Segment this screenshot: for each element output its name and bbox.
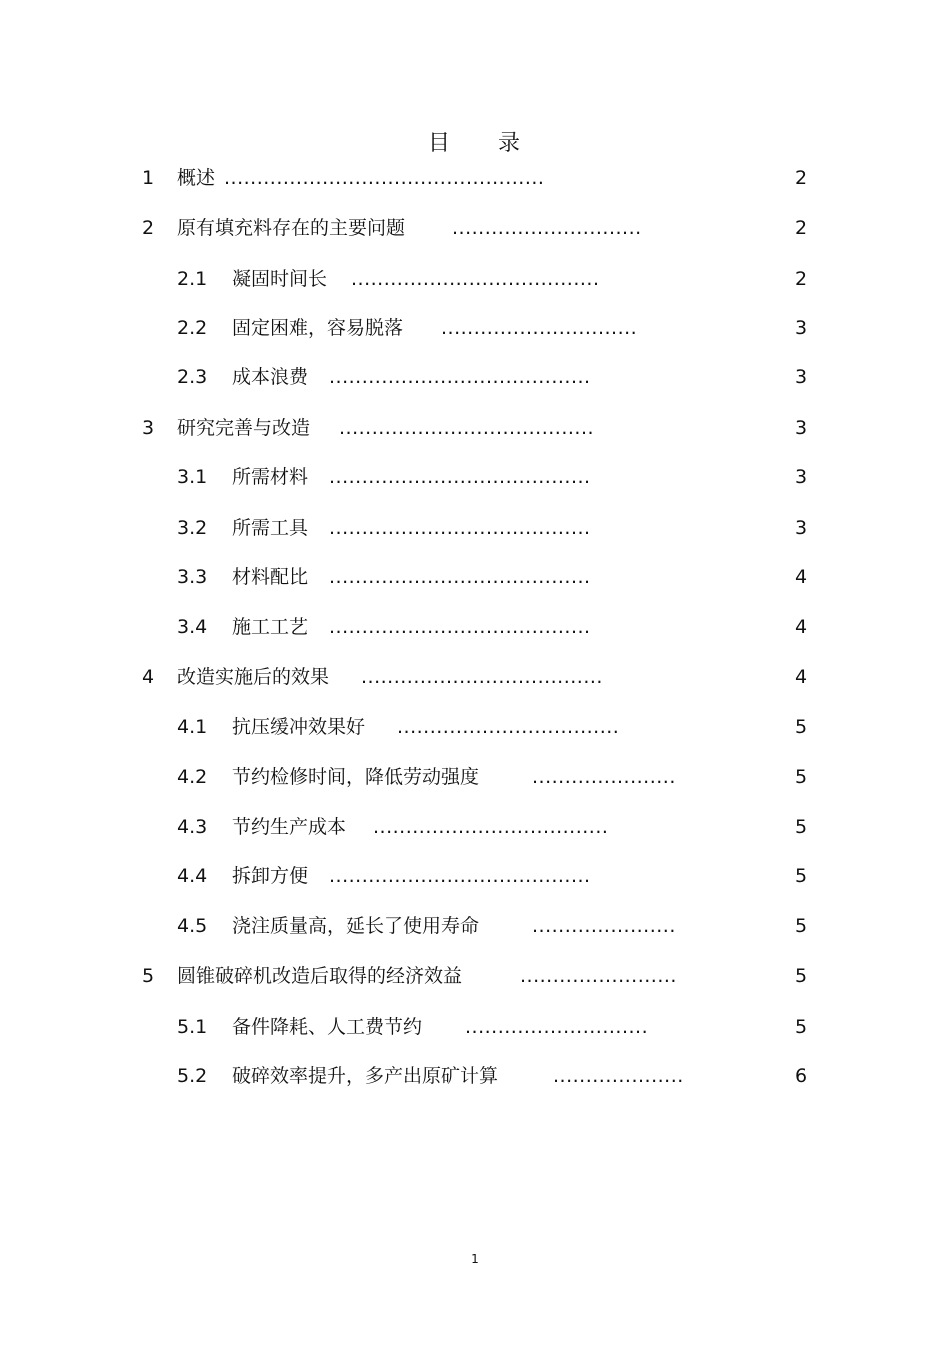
toc-entry-leader-dots: ...................... — [532, 766, 676, 788]
toc-entry-title: 圆锥破碎机改造后取得的经济效益 — [177, 965, 463, 987]
toc-entry-title: 节约生产成本 — [232, 816, 347, 838]
toc-entry-title: 研究完善与改造 — [177, 417, 311, 439]
toc-entry-page: 2 — [795, 167, 808, 189]
toc-entry-title: 施工工艺 — [232, 616, 309, 638]
toc-entry-number: 2.3 — [177, 366, 208, 388]
toc-title-right: 录 — [498, 131, 523, 156]
toc-entry-leader-dots: .................................. — [397, 716, 620, 738]
toc-entry[interactable] — [0, 861, 950, 891]
toc-entry[interactable] — [0, 961, 950, 991]
toc-title — [0, 126, 950, 157]
toc-entry[interactable] — [0, 662, 950, 692]
toc-entry-leader-dots: ........................................ — [329, 865, 591, 887]
toc-entry-title: 材料配比 — [232, 566, 309, 588]
toc-entry-title: 所需材料 — [232, 466, 309, 488]
toc-entry-number: 4.4 — [177, 865, 208, 887]
toc-entry-page: 6 — [795, 1065, 808, 1087]
toc-entry-leader-dots: ........................................ — [329, 616, 591, 638]
toc-entry-number: 4.1 — [177, 716, 208, 738]
toc-entry-leader-dots: .................... — [553, 1065, 684, 1087]
toc-entry-page: 5 — [795, 766, 808, 788]
toc-entry-number: 3.1 — [177, 466, 208, 488]
toc-entry-number: 3.4 — [177, 616, 208, 638]
toc-entry-title: 拆卸方便 — [232, 865, 309, 887]
toc-entry-leader-dots: ........................ — [520, 965, 677, 987]
toc-entry-leader-dots: ........................................ — [329, 366, 591, 388]
toc-entry-leader-dots: ....................................... — [339, 417, 595, 439]
toc-entry[interactable] — [0, 213, 950, 243]
toc-entry[interactable] — [0, 264, 950, 294]
toc-entry-title: 固定困难，容易脱落 — [232, 317, 404, 339]
toc-entry-leader-dots: ........................................ — [329, 466, 591, 488]
toc-entry-title: 成本浪费 — [232, 366, 309, 388]
toc-entry[interactable] — [0, 1061, 950, 1091]
toc-entry-leader-dots: .................................... — [373, 816, 609, 838]
toc-entry-page: 3 — [795, 317, 808, 339]
toc-entry[interactable] — [0, 712, 950, 742]
toc-entry-page: 4 — [795, 566, 808, 588]
toc-entry-title: 凝固时间长 — [232, 268, 328, 290]
toc-entry[interactable] — [0, 762, 950, 792]
toc-entry[interactable] — [0, 413, 950, 443]
toc-entry-page: 3 — [795, 366, 808, 388]
toc-entry-number: 4.3 — [177, 816, 208, 838]
toc-entry[interactable] — [0, 911, 950, 941]
toc-entry-page: 5 — [795, 965, 808, 987]
toc-entry-number: 5 — [142, 965, 155, 987]
toc-entry-leader-dots: ...................................... — [351, 268, 600, 290]
toc-entry-leader-dots: ........................................ — [329, 566, 591, 588]
toc-entry-page: 5 — [795, 1016, 808, 1038]
toc-entry-number: 3 — [142, 417, 155, 439]
toc-entry-number: 2.1 — [177, 268, 208, 290]
toc-entry-page: 5 — [795, 865, 808, 887]
toc-entry-page: 3 — [795, 466, 808, 488]
toc-entry-title: 浇注质量高，延长了使用寿命 — [232, 915, 480, 937]
toc-entry-leader-dots: ................................................. — [224, 167, 545, 189]
toc-entry-title: 原有填充料存在的主要问题 — [177, 217, 406, 239]
toc-entry-title: 破碎效率提升，多产出原矿计算 — [232, 1065, 499, 1087]
toc-entry[interactable] — [0, 562, 950, 592]
toc-entry-page: 5 — [795, 716, 808, 738]
toc-entry-number: 4.5 — [177, 915, 208, 937]
toc-entry-page: 2 — [795, 268, 808, 290]
toc-entry-title: 抗压缓冲效果好 — [232, 716, 366, 738]
toc-entry[interactable] — [0, 612, 950, 642]
toc-entry-number: 2.2 — [177, 317, 208, 339]
toc-entry-leader-dots: ...................... — [532, 915, 676, 937]
toc-entry-title: 节约检修时间，降低劳动强度 — [232, 766, 480, 788]
toc-entry-page: 2 — [795, 217, 808, 239]
toc-entry-number: 4.2 — [177, 766, 208, 788]
toc-entry[interactable] — [0, 462, 950, 492]
toc-entry[interactable] — [0, 1012, 950, 1042]
toc-entry-leader-dots: ............................ — [465, 1016, 649, 1038]
toc-entry-number: 3.2 — [177, 517, 208, 539]
toc-entry-page: 3 — [795, 417, 808, 439]
toc-entry-title: 改造实施后的效果 — [177, 666, 330, 688]
toc-entry-leader-dots: ..................................... — [361, 666, 603, 688]
page-number: 1 — [471, 1252, 479, 1266]
toc-entry-title: 概述 — [177, 167, 216, 189]
toc-entry-page: 4 — [795, 666, 808, 688]
toc-entry[interactable] — [0, 163, 950, 193]
toc-entry-title: 备件降耗、人工费节约 — [232, 1016, 423, 1038]
toc-entry-leader-dots: .............................. — [441, 317, 638, 339]
toc-entry[interactable] — [0, 313, 950, 343]
toc-entry-number: 3.3 — [177, 566, 208, 588]
toc-entry-page: 5 — [795, 816, 808, 838]
toc-entry-page: 4 — [795, 616, 808, 638]
toc-title-left: 目 — [427, 131, 452, 156]
toc-entry[interactable] — [0, 513, 950, 543]
toc-entry-number: 2 — [142, 217, 155, 239]
toc-entry[interactable] — [0, 812, 950, 842]
toc-entry-number: 4 — [142, 666, 155, 688]
toc-entry-leader-dots: ........................................ — [329, 517, 591, 539]
toc-entry-page: 5 — [795, 915, 808, 937]
toc-entry-number: 5.2 — [177, 1065, 208, 1087]
toc-entry-page: 3 — [795, 517, 808, 539]
toc-entry-number: 5.1 — [177, 1016, 208, 1038]
toc-entry-number: 1 — [142, 167, 155, 189]
toc-entry-title: 所需工具 — [232, 517, 309, 539]
toc-entry[interactable] — [0, 362, 950, 392]
toc-entry-leader-dots: ............................. — [452, 217, 642, 239]
